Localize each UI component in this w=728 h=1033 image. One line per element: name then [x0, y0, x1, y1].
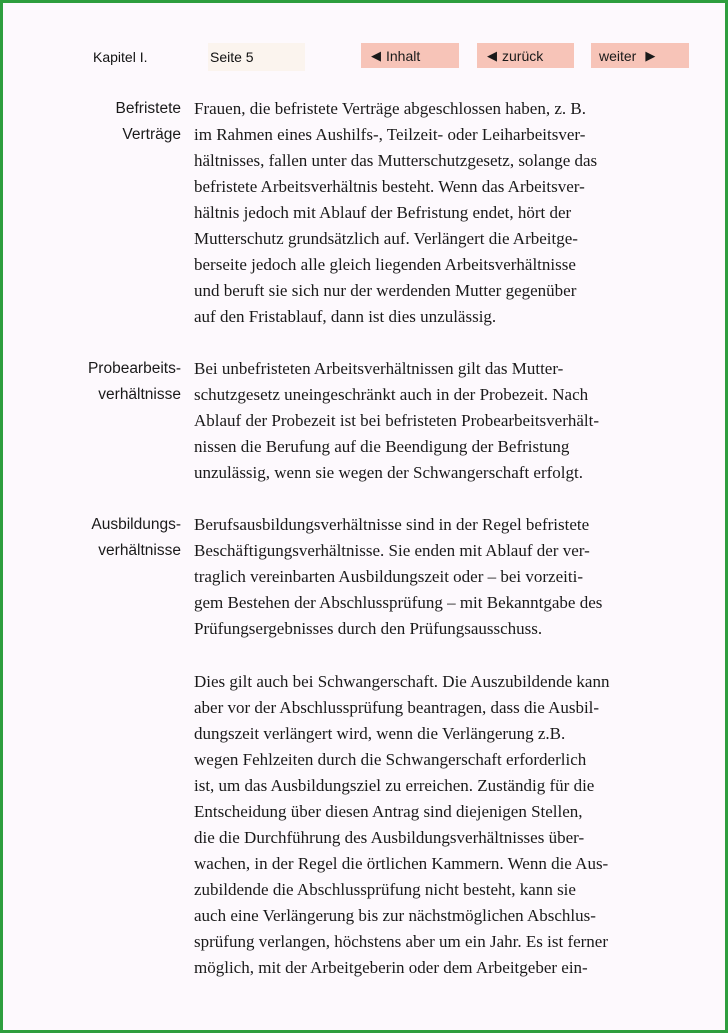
- text-line: Entscheidung über diesen Antrag sind diejenigen Stellen,: [194, 802, 583, 821]
- text-line: und beruft sie sich nur der werdenden Mutter gegenüber: [194, 281, 577, 300]
- chapter-label: Kapitel I.: [93, 49, 148, 65]
- text-line: traglich vereinbarten Ausbildungszeit oder – bei vorzeiti-: [194, 567, 583, 586]
- arrow-left-icon: ◀: [487, 48, 497, 63]
- back-button-label: zurück: [502, 47, 544, 64]
- contents-button-label: Inhalt: [386, 47, 421, 64]
- text-line: Beschäftigungsverhältnisse. Sie enden mit Ablauf der ver-: [194, 541, 590, 560]
- text-line: wachen, in der Regel die örtlichen Kammern. Wenn die Aus-: [194, 854, 609, 873]
- page-number: Seite 5: [208, 43, 305, 71]
- section-body: [194, 669, 664, 981]
- contents-button[interactable]: [361, 43, 459, 68]
- next-button[interactable]: [591, 43, 689, 68]
- side-heading-line: Befristete: [115, 100, 181, 117]
- section-side-heading: [63, 512, 181, 564]
- text-line: nissen die Berufung auf die Beendigung der Befristung: [194, 437, 570, 456]
- text-line: berseite jedoch alle gleich liegenden Arbeitsverhältnisse: [194, 255, 576, 274]
- text-line: Mutterschutz grundsätzlich auf. Verlängert die Arbeitge-: [194, 229, 578, 248]
- text-line: sprüfung verlangen, höchstens aber um ein Jahr. Es ist ferner: [194, 932, 609, 951]
- text-line: befristete Arbeitsverhältnis besteht. Wenn das Arbeitsver-: [194, 177, 585, 196]
- text-line: zubildende die Abschlussprüfung nicht besteht, kann sie: [194, 880, 576, 899]
- side-heading-line: verhältnisse: [98, 386, 181, 403]
- side-heading-line: Probearbeits-: [87, 360, 181, 377]
- text-line: auf den Fristablauf, dann ist dies unzulässig.: [194, 307, 497, 326]
- text-line: aber vor der Abschlussprüfung beantragen, dass die Ausbil-: [194, 698, 600, 717]
- text-line: hältnisses, fallen unter das Mutterschutzgesetz, solange das: [194, 151, 598, 170]
- text-line: auch eine Verlängerung bis zur nächstmöglichen Abschlus-: [194, 906, 596, 925]
- section-body: [194, 96, 664, 330]
- text-line: möglich, mit der Arbeitgeberin oder dem Arbeitgeber ein-: [194, 958, 588, 977]
- text-line: hältnis jedoch mit Ablauf der Befristung endet, hört der: [194, 203, 572, 222]
- back-button[interactable]: [477, 43, 574, 68]
- text-line: Berufsausbildungsverhältnisse sind in der Regel befristete: [194, 515, 590, 534]
- next-button-label: weiter: [599, 47, 637, 64]
- arrow-right-icon: ▶: [645, 48, 656, 63]
- text-line: wegen Fehlzeiten durch die Schwangerschaft erforderlich: [194, 750, 587, 769]
- side-heading-line: verhältnisse: [98, 542, 181, 559]
- section-body: [194, 356, 664, 486]
- arrow-left-icon: ◀: [371, 48, 381, 63]
- side-heading-line: Verträge: [122, 126, 181, 143]
- text-line: unzulässig, wenn sie wegen der Schwangerschaft erfolgt.: [194, 463, 583, 482]
- section-body: [194, 512, 664, 642]
- text-line: Dies gilt auch bei Schwangerschaft. Die Auszubildende kann: [194, 672, 610, 691]
- text-line: Bei unbefristeten Arbeitsverhältnissen gilt das Mutter-: [194, 359, 564, 378]
- section-side-heading: [63, 356, 181, 408]
- section-side-heading: [63, 96, 181, 148]
- text-line: die die Durchführung des Ausbildungsverhältnisses über-: [194, 828, 585, 847]
- text-line: gem Bestehen der Abschlussprüfung – mit Bekanntgabe des: [194, 593, 603, 612]
- text-line: ist, um das Ausbildungsziel zu erreichen. Zuständig für die: [194, 776, 595, 795]
- side-heading-line: Ausbildungs-: [91, 516, 181, 533]
- text-line: Frauen, die befristete Verträge abgeschlossen haben, z. B.: [194, 99, 586, 118]
- text-line: im Rahmen eines Aushilfs-, Teilzeit- oder Leiharbeitsver-: [194, 125, 586, 144]
- text-line: Prüfungsergebnisses durch den Prüfungsausschuss.: [194, 619, 543, 638]
- text-line: dungszeit verlängert wird, wenn die Verlängerung z.B.: [194, 724, 566, 743]
- text-line: schutzgesetz uneingeschränkt auch in der Probezeit. Nach: [194, 385, 589, 404]
- text-line: Ablauf der Probezeit ist bei befristeten Probearbeitsverhält-: [194, 411, 600, 430]
- document-page: [3, 3, 725, 1030]
